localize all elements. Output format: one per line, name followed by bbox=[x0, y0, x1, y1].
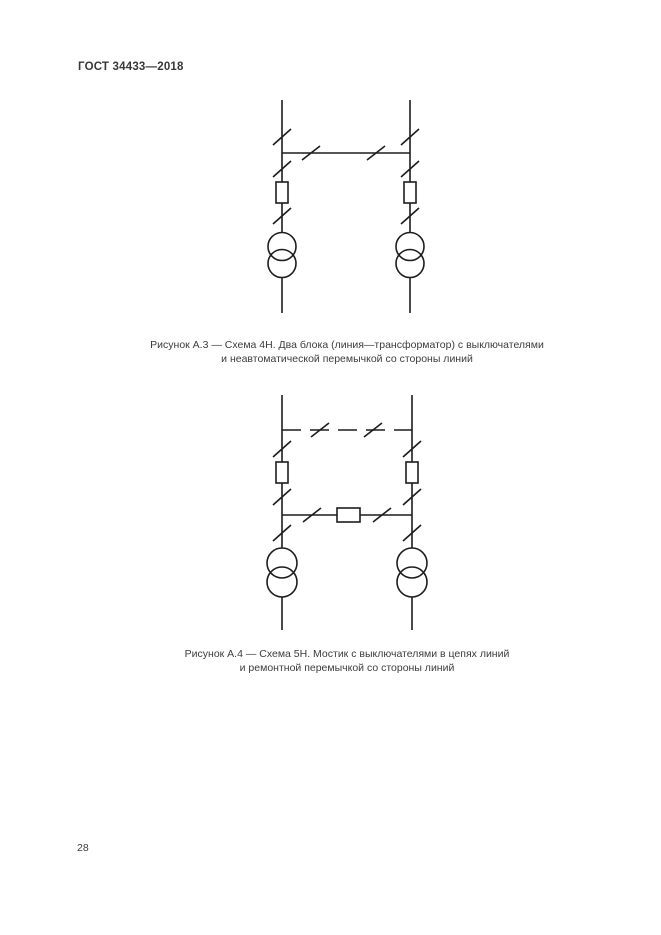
figure-a4-caption bbox=[87, 647, 607, 675]
figure-a3-caption-line1: Рисунок А.3 — Схема 4Н. Два блока (линия—трансформатор) с выключателями bbox=[150, 339, 544, 351]
circuit-breaker-icons bbox=[276, 182, 416, 203]
circuit-breaker-icons bbox=[276, 462, 418, 522]
figure-a3-caption-line2: и неавтоматической перемычкой со стороны линий bbox=[221, 353, 473, 365]
transformer-icons bbox=[267, 548, 427, 597]
page-number: 28 bbox=[77, 842, 89, 854]
transformer-icons bbox=[268, 233, 424, 278]
figure-a3-caption bbox=[87, 338, 607, 366]
figure-a4-caption-line1: Рисунок А.4 — Схема 5Н. Мостик с выключателями в цепях линий bbox=[184, 648, 510, 660]
figure-a3-diagram bbox=[225, 95, 465, 320]
figure-a4-diagram bbox=[225, 385, 465, 640]
document-title: ГОСТ 34433—2018 bbox=[78, 61, 184, 73]
figure-a4-caption-line2: и ремонтной перемычкой со стороны линий bbox=[239, 662, 455, 674]
disconnector-icons bbox=[273, 129, 419, 224]
disconnector-icons bbox=[273, 423, 421, 541]
